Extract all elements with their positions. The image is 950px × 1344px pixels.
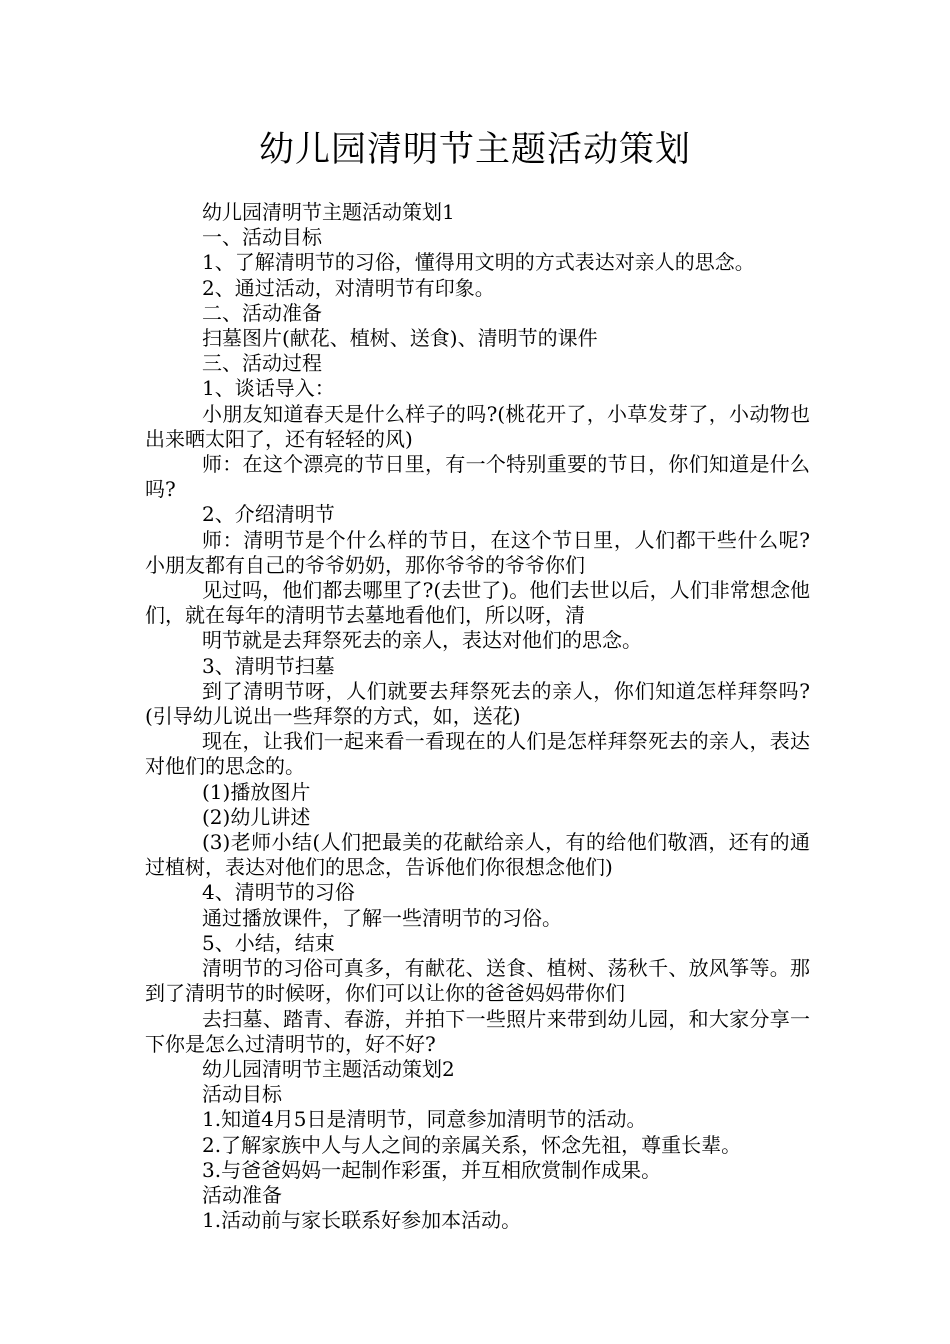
paragraph: 活动目标 xyxy=(202,1082,282,1107)
paragraph: 1.活动前与家长联系好参加本活动。 xyxy=(202,1208,522,1233)
paragraph: 三、活动过程 xyxy=(202,351,322,376)
paragraph: 去扫墓、踏青、春游，并拍下一些照片来带到幼儿园，和大家分享一下你是怎么过清明节的，好不好? xyxy=(145,1006,810,1056)
paragraph: 师：清明节是个什么样的节日，在这个节日里，人们都干些什么呢?小朋友都有自己的爷爷奶奶，那你爷爷的爷爷你们 xyxy=(145,527,810,577)
paragraph: 幼儿园清明节主题活动策划1 xyxy=(202,200,455,224)
paragraph: 1、谈话导入： xyxy=(202,376,335,401)
paragraph: 2.了解家族中人与人之间的亲属关系，怀念先祖，尊重长辈。 xyxy=(202,1132,742,1157)
paragraph: 1.知道4月5日是清明节，同意参加清明节的活动。 xyxy=(202,1107,647,1132)
paragraph: 1、了解清明节的习俗，懂得用文明的方式表达对亲人的思念。 xyxy=(202,250,755,275)
paragraph: 清明节的习俗可真多，有献花、送食、植树、荡秋千、放风筝等。那到了清明节的时候呀，你们可以让你的爸爸妈妈带你们 xyxy=(145,956,810,1006)
paragraph: 4、清明节的习俗 xyxy=(202,880,355,905)
paragraph: 扫墓图片(献花、植树、送食)、清明节的课件 xyxy=(202,326,598,351)
paragraph: (1)播放图片 xyxy=(202,779,311,804)
paragraph: 3、清明节扫墓 xyxy=(202,653,335,678)
paragraph: 5、小结，结束 xyxy=(202,930,335,955)
paragraph: 师：在这个漂亮的节日里，有一个特别重要的节日，你们知道是什么吗? xyxy=(145,452,810,502)
paragraph: 明节就是去拜祭死去的亲人，表达对他们的思念。 xyxy=(202,628,642,653)
paragraph: 小朋友知道春天是什么样子的吗?(桃花开了，小草发芽了，小动物也出来晒太阳了，还有轻轻的风) xyxy=(145,401,810,451)
paragraph: 二、活动准备 xyxy=(202,300,322,325)
paragraph: 2、介绍清明节 xyxy=(202,502,335,527)
document-title: 幼儿园清明节主题活动策划 xyxy=(258,130,691,170)
paragraph: 幼儿园清明节主题活动策划2 xyxy=(202,1056,455,1081)
paragraph: 通过播放课件，了解一些清明节的习俗。 xyxy=(202,905,562,930)
paragraph: 到了清明节呀，人们就要去拜祭死去的亲人，你们知道怎样拜祭吗?(引导幼儿说出一些拜祭的方式，如，送花) xyxy=(145,678,810,729)
paragraph: 见过吗，他们都去哪里了?(去世了)。他们去世以后，人们非常想念他们，就在每年的清明节去墓地看他们，所以呀，清 xyxy=(145,578,810,628)
paragraph: 3.与爸爸妈妈一起制作彩蛋，并互相欣赏制作成果。 xyxy=(202,1157,662,1182)
paragraph: 活动准备 xyxy=(202,1182,282,1207)
paragraph: (3)老师小结(人们把最美的花献给亲人，有的给他们敬酒，还有的通过植树，表达对他们的思念，告诉他们你很想念他们) xyxy=(145,830,810,880)
paragraph: 2、通过活动，对清明节有印象。 xyxy=(202,275,495,300)
paragraph: 现在，让我们一起来看一看现在的人们是怎样拜祭死去的亲人，表达对他们的思念的。 xyxy=(145,729,810,779)
paragraph: 一、活动目标 xyxy=(202,225,322,250)
document-body xyxy=(145,200,810,1233)
paragraph: (2)幼儿讲述 xyxy=(202,804,311,829)
